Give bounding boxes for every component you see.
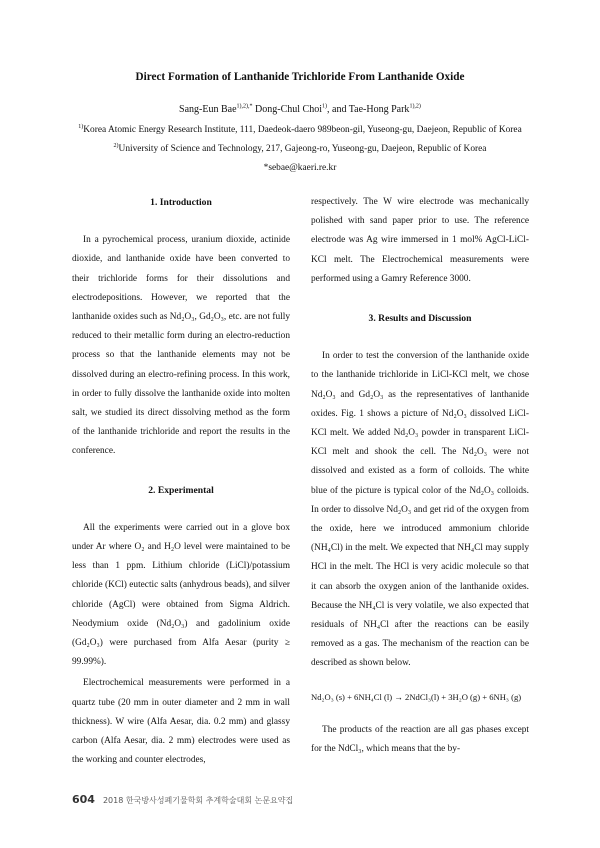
affiliation-mark: 2) xyxy=(113,142,119,149)
affiliation-text: University of Science and Technology, 217, Gajeong-ro, Yuseong-gu, Daejeon, Republic of Korea xyxy=(118,144,487,154)
author-name: Tae-Hong Park xyxy=(348,104,410,115)
affiliation-text: Korea Atomic Energy Research Institute, 111, Daedeok-daero 989beon-gil, Yuseong-gu, Daejeon, Republic of Korea xyxy=(83,125,522,135)
author-name: Sang-Eun Bae xyxy=(179,104,237,115)
affiliation-2 xyxy=(0,144,600,154)
results-paragraph-2: The products of the reaction are all gas phases except for the NdCl₃, which means that the by- xyxy=(311,724,529,755)
author-affiliation-mark: 1),2) xyxy=(409,103,421,110)
page-number: 604 xyxy=(72,793,95,806)
page-footer xyxy=(72,793,293,809)
author-list xyxy=(0,104,600,115)
corresponding-email: *sebae@kaeri.re.kr xyxy=(263,163,337,173)
proceedings-title: 2018 한국방사성폐기물학회 추계학술대회 논문요약집 xyxy=(102,796,294,805)
results-paragraph-1: In order to test the conversion of the lanthanide oxide to the lanthanide trichloride in LiCl-KCl melt, we chose Nd₂O₃ and Gd₂O₃ as the representatives of lanthanide oxides. Fig. 1 shows a picture of Nd₂O₃ dissolved LiCl-KCl melt. We added Nd₂O₃ powder in transparent LiCl-KCl melt and shook the cell. The Nd₂O₃ were not dissolved and existed as a form of colloids. The white blue of the picture is typical color of the Nd₂O₃ colloids. In order to dissolve Nd₂O₃ and get rid of the oxygen from the oxide, here we introduced ammonium chloride (NH₄Cl) in the melt. We expected that NH₄Cl may supply HCl in the melt. The HCl is very acidic molecule so that it can absorb the oxygen anion of the lanthanide oxides. Because the NH₄Cl is very volatile, we also expected that residuals of NH₄Cl after the reactions can be easily removed as a gas. The mechanism of the reaction can be described as shown below. xyxy=(311,351,529,669)
author-affiliation-mark: 1),2),* xyxy=(236,103,253,110)
author-affiliation-mark: 1) xyxy=(322,103,327,110)
experimental-paragraph-2-continued: respectively. The W wire electrode was mechanically polished with sand paper prior to use. The reference electrode was Ag wire immersed in 1 mol% AgCl-LiCl-KCl melt. The Electrochemical measurements were performed using a Gamry Reference 3000. xyxy=(311,197,529,284)
affiliation-1 xyxy=(0,125,600,135)
section-heading-experimental: 2. Experimental xyxy=(148,484,214,496)
author-name: Dong-Chul Choi xyxy=(255,104,322,115)
experimental-paragraph-2: Electrochemical measurements were performed in a quartz tube (20 mm in outer diameter and 2 mm in wall thickness). W wire (Alfa Aesar, dia. 0.2 mm) and glassy carbon (Alfa Aesar, dia. 2 mm) electrodes were used as the working and counter electrodes, xyxy=(72,678,290,766)
reaction-equation: Nd₂O₃ (s) + 6NH₄Cl (l) → 2NdCl₃(l) + 3H₂O (g) + 6NH₃ (g) xyxy=(311,691,522,702)
left-column xyxy=(72,193,290,770)
introduction-paragraph: In a pyrochemical process, uranium dioxide, actinide dioxide, and lanthanide oxide have been converted to their trichloride forms for their dissolutions and electrodepositions. However, we reported that the lanthanide oxides such as Nd₂O₃, Gd₂O₃, etc. are not fully reduced to their metallic form during an electro-reduction process so that the lanthanide elements may not be dissolved during an electro-refining process. In this work, in order to fully dissolve the lanthanide oxide into molten salt, we studied its direct dissolving method as the form of the lanthanide trichloride and report the results in the conference. xyxy=(72,235,290,457)
right-column xyxy=(311,193,529,759)
experimental-paragraph-1: All the experiments were carried out in a glove box under Ar where O₂ and H₂O level were maintained to be less than 1 ppm. Lithium chloride (LiCl)/potassium chloride (KCl) eutectic salts (anhydrous beads), and silver chloride (AgCl) were obtained from Sigma Aldrich. Neodymium oxide (Nd₂O₃) and gadolinium oxide (Gd₂O₃) were purchased from Alfa Aesar (purity ≥ 99.99%). xyxy=(72,522,290,668)
author-separator: , and xyxy=(327,104,349,115)
section-heading-results: 3. Results and Discussion xyxy=(368,313,472,325)
paper-title: Direct Formation of Lanthanide Trichloride From Lanthanide Oxide xyxy=(135,71,465,83)
affiliation-mark: 1) xyxy=(78,123,84,130)
section-heading-introduction: 1. Introduction xyxy=(150,197,212,208)
